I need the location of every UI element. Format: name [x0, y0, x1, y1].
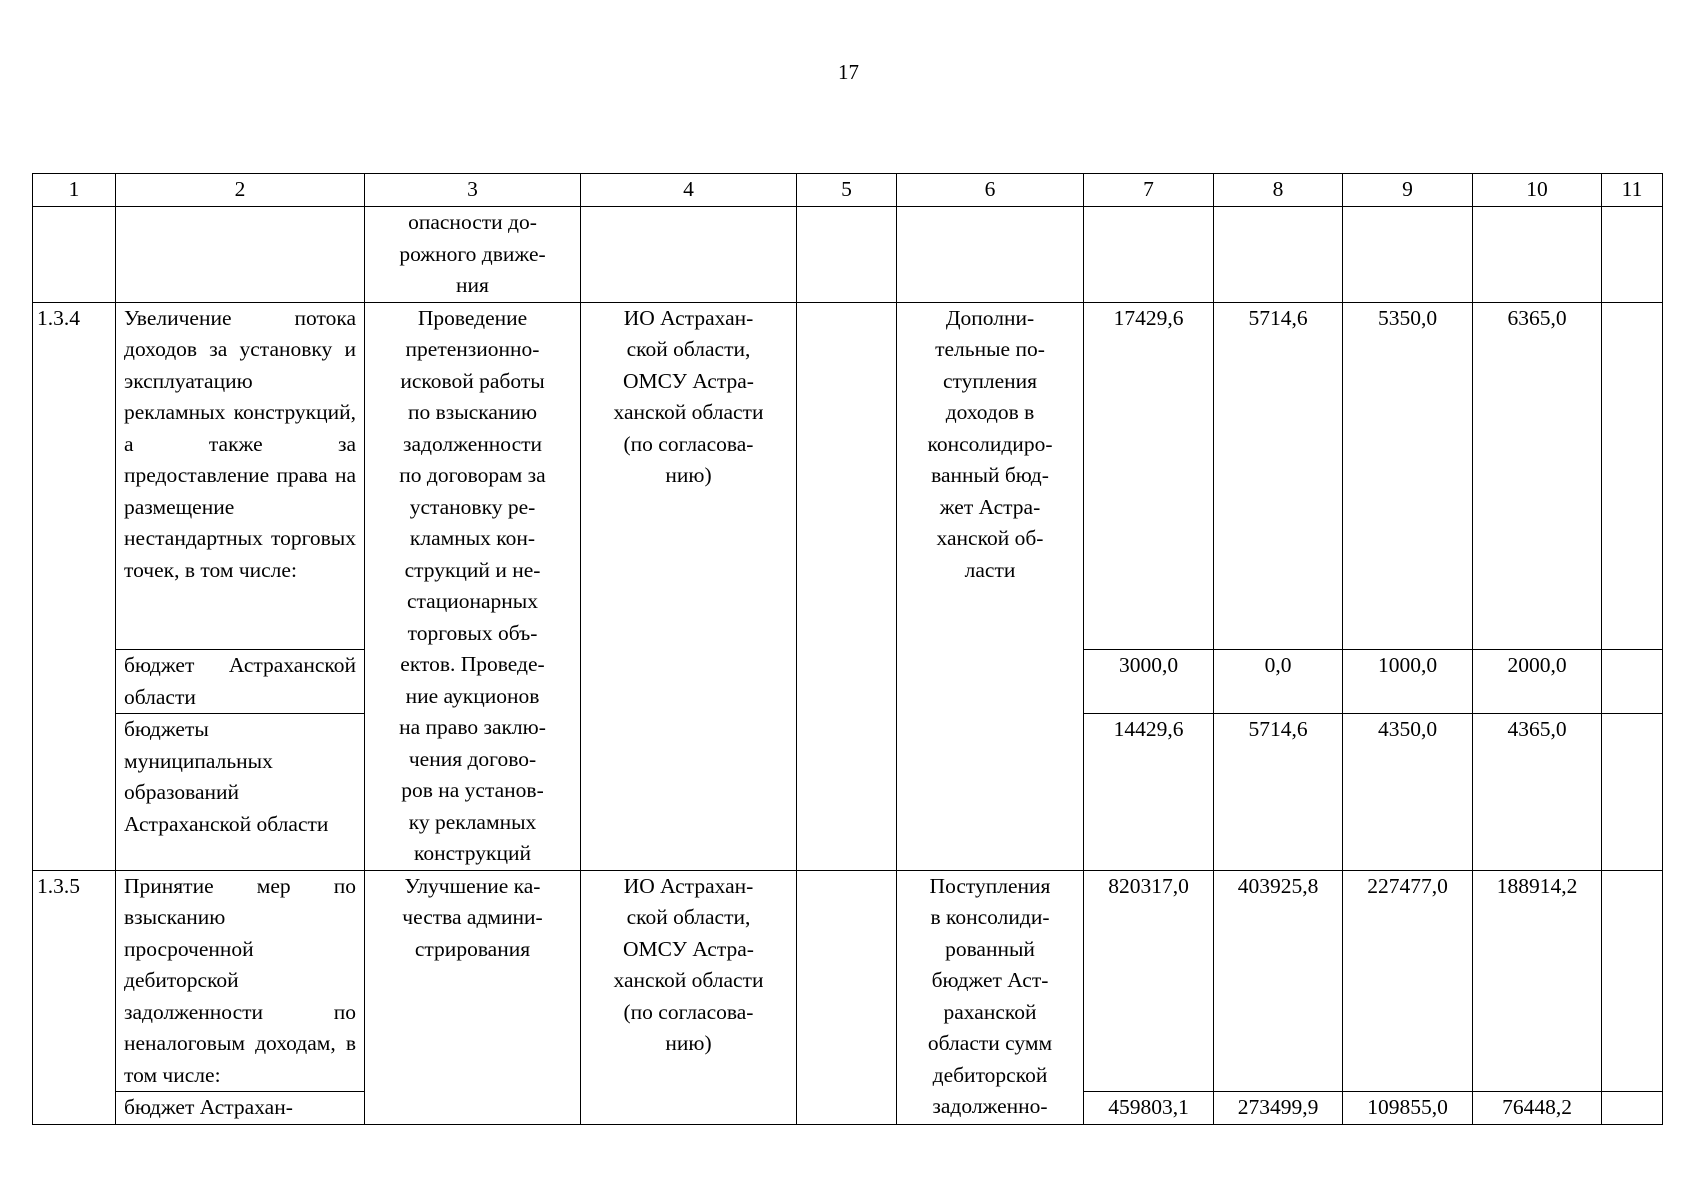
row-executor: ИО Астрахан- ской области, ОМСУ Астра- ханской области (по согласова- нию)	[581, 870, 797, 1124]
row-col5	[797, 870, 897, 1124]
measures-table	[32, 173, 1663, 1125]
header-cell-9: 9	[1343, 174, 1473, 207]
subrow-year-2: 1000,0	[1343, 650, 1473, 714]
table-row	[33, 302, 1663, 650]
page-number: 17	[838, 60, 859, 84]
subrow-year-1: 0,0	[1214, 650, 1343, 714]
header-cell-2: 2	[116, 174, 365, 207]
row-year-1: 5714,6	[1214, 302, 1343, 650]
subrow-label: бюджеты муниципальных образований Астраханской области	[116, 714, 365, 870]
header-cell-8: 8	[1214, 174, 1343, 207]
header-cell-6: 6	[897, 174, 1084, 207]
subrow-label: бюджет Астраханской области	[116, 650, 365, 714]
subrow-col11	[1602, 650, 1663, 714]
table-row	[33, 870, 1663, 1092]
row-total: 820317,0	[1084, 870, 1214, 1092]
row-year-2: 227477,0	[1343, 870, 1473, 1092]
row-description: Принятие мер по взысканию просроченной дебиторской задолженности по неналоговым доходам, в том числе:	[116, 870, 365, 1092]
subrow-col11	[1602, 1092, 1663, 1125]
row-result: Дополни- тельные по- ступления доходов в консолидиро- ванный бюд- жет Астра- ханской об- ласти	[897, 302, 1084, 870]
subrow-year-1: 273499,9	[1214, 1092, 1343, 1125]
row-executor: ИО Астрахан- ской области, ОМСУ Астра- ханской области (по согласова- нию)	[581, 302, 797, 870]
row-year-1: 403925,8	[1214, 870, 1343, 1092]
header-cell-10: 10	[1473, 174, 1602, 207]
continuation-row	[33, 207, 1663, 303]
row-total: 17429,6	[1084, 302, 1214, 650]
row-description: Увеличение потока доходов за установку и эксплуатацию рекламных конструкций, а также за предоставление права на размещение нестандартных торговых точек, в том числе:	[116, 302, 365, 650]
row-number: 1.3.4	[33, 302, 116, 870]
header-cell-11: 11	[1602, 174, 1663, 207]
subrow-col11	[1602, 714, 1663, 870]
row-col5	[797, 302, 897, 870]
row-year-3: 188914,2	[1473, 870, 1602, 1092]
subrow-total: 3000,0	[1084, 650, 1214, 714]
subrow-year-1: 5714,6	[1214, 714, 1343, 870]
header-cell-4: 4	[581, 174, 797, 207]
row-year-2: 5350,0	[1343, 302, 1473, 650]
subrow-total: 459803,1	[1084, 1092, 1214, 1125]
row-col11	[1602, 302, 1663, 650]
subrow-total: 14429,6	[1084, 714, 1214, 870]
header-cell-7: 7	[1084, 174, 1214, 207]
header-cell-5: 5	[797, 174, 897, 207]
row-number: 1.3.5	[33, 870, 116, 1124]
subrow-year-2: 4350,0	[1343, 714, 1473, 870]
row-activity: Улучшение ка- чества админи- стрирования	[365, 870, 581, 1124]
subrow-year-3: 76448,2	[1473, 1092, 1602, 1125]
continuation-activity: опасности до- рожного движе- ния	[365, 207, 581, 303]
subrow-year-3: 4365,0	[1473, 714, 1602, 870]
row-col11	[1602, 870, 1663, 1092]
subrow-label: бюджет Астрахан-	[116, 1092, 365, 1125]
row-year-3: 6365,0	[1473, 302, 1602, 650]
header-cell-1: 1	[33, 174, 116, 207]
header-cell-3: 3	[365, 174, 581, 207]
subrow-year-3: 2000,0	[1473, 650, 1602, 714]
subrow-year-2: 109855,0	[1343, 1092, 1473, 1125]
row-result: Поступления в консолиди- рованный бюджет Аст- раханской области сумм дебиторской задолженно-	[897, 870, 1084, 1124]
header-row	[33, 174, 1663, 207]
row-activity: Проведение претензионно- исковой работы по взысканию задолженности по договорам за установку ре- кламных кон- струкций и не- стационарных торговых объ- ектов. Проведе- ние аукционов на право заклю- чения догово- ров на установ- ку рекламных конструкций	[365, 302, 581, 870]
